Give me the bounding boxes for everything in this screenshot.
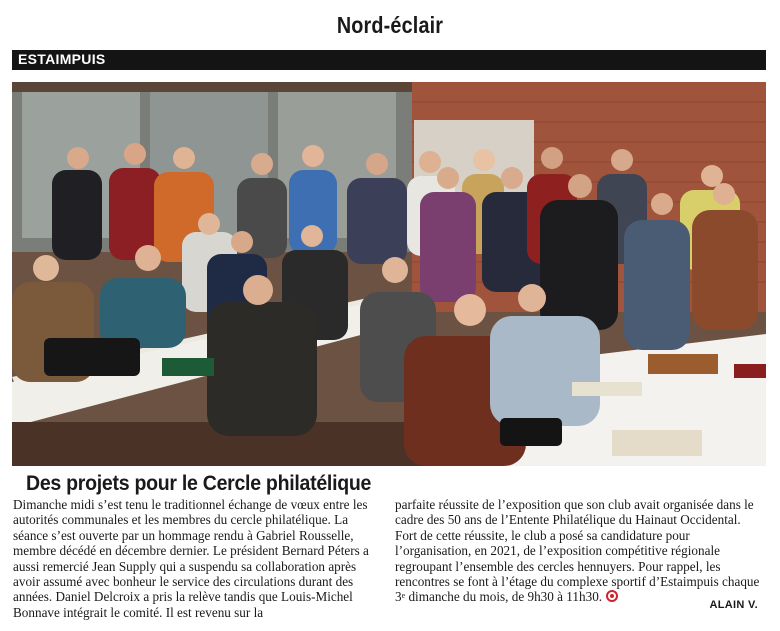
article-paragraph-2-end: dimanche du mois, de 9h30 à 11h30. (405, 589, 603, 605)
article-paragraph-2-text: parfaite réussite de l’exposition que son club avait organisée dans le cadre des 50 ans de l’Entente Philatélique du Hainaut Occidental. Fort de cette réussite, le club a posé sa candidature pour l’organisation, en 2021, de l’exposition compétitive régionale regroupant l’ensemble des cercles hennuyers. Pour rappel, les rencontres se font à l’étage du complexe sportif d’Estaimpuis chaque 3 (395, 497, 760, 605)
author-byline: ALAIN V. (709, 599, 758, 611)
section-bar (12, 50, 766, 70)
article-paragraph-1: Dimanche midi s’est tenu le traditionnel échange de vœux entre les autorités communales et les membres du cercle philatélique. La séance s’est ouverte par un hommage rendu à Gabriel Rousselle, membre décédé en décembre dernier. Le président Bernard Péters a aussi remercié Jean Supply qui a suspendu sa collaboration après avoir assumé avec bonheur le service des circulations durant des années. Daniel Delcroix a pris la relève tandis que Louis-Michel Bonnave intégrait le comité. Il est revenu sur la (13, 497, 369, 620)
section-label: ESTAIMPUIS (18, 51, 106, 67)
article-column-1 (13, 497, 383, 620)
group-photo (12, 82, 766, 466)
article-headline: Des projets pour le Cercle philatélique (26, 472, 372, 495)
newspaper-masthead: Nord-éclair (336, 12, 444, 38)
article-paragraph-2 (395, 497, 765, 605)
ordinal-superscript: e (401, 591, 406, 601)
article-column-2 (395, 497, 765, 605)
end-of-article-icon (606, 590, 618, 602)
